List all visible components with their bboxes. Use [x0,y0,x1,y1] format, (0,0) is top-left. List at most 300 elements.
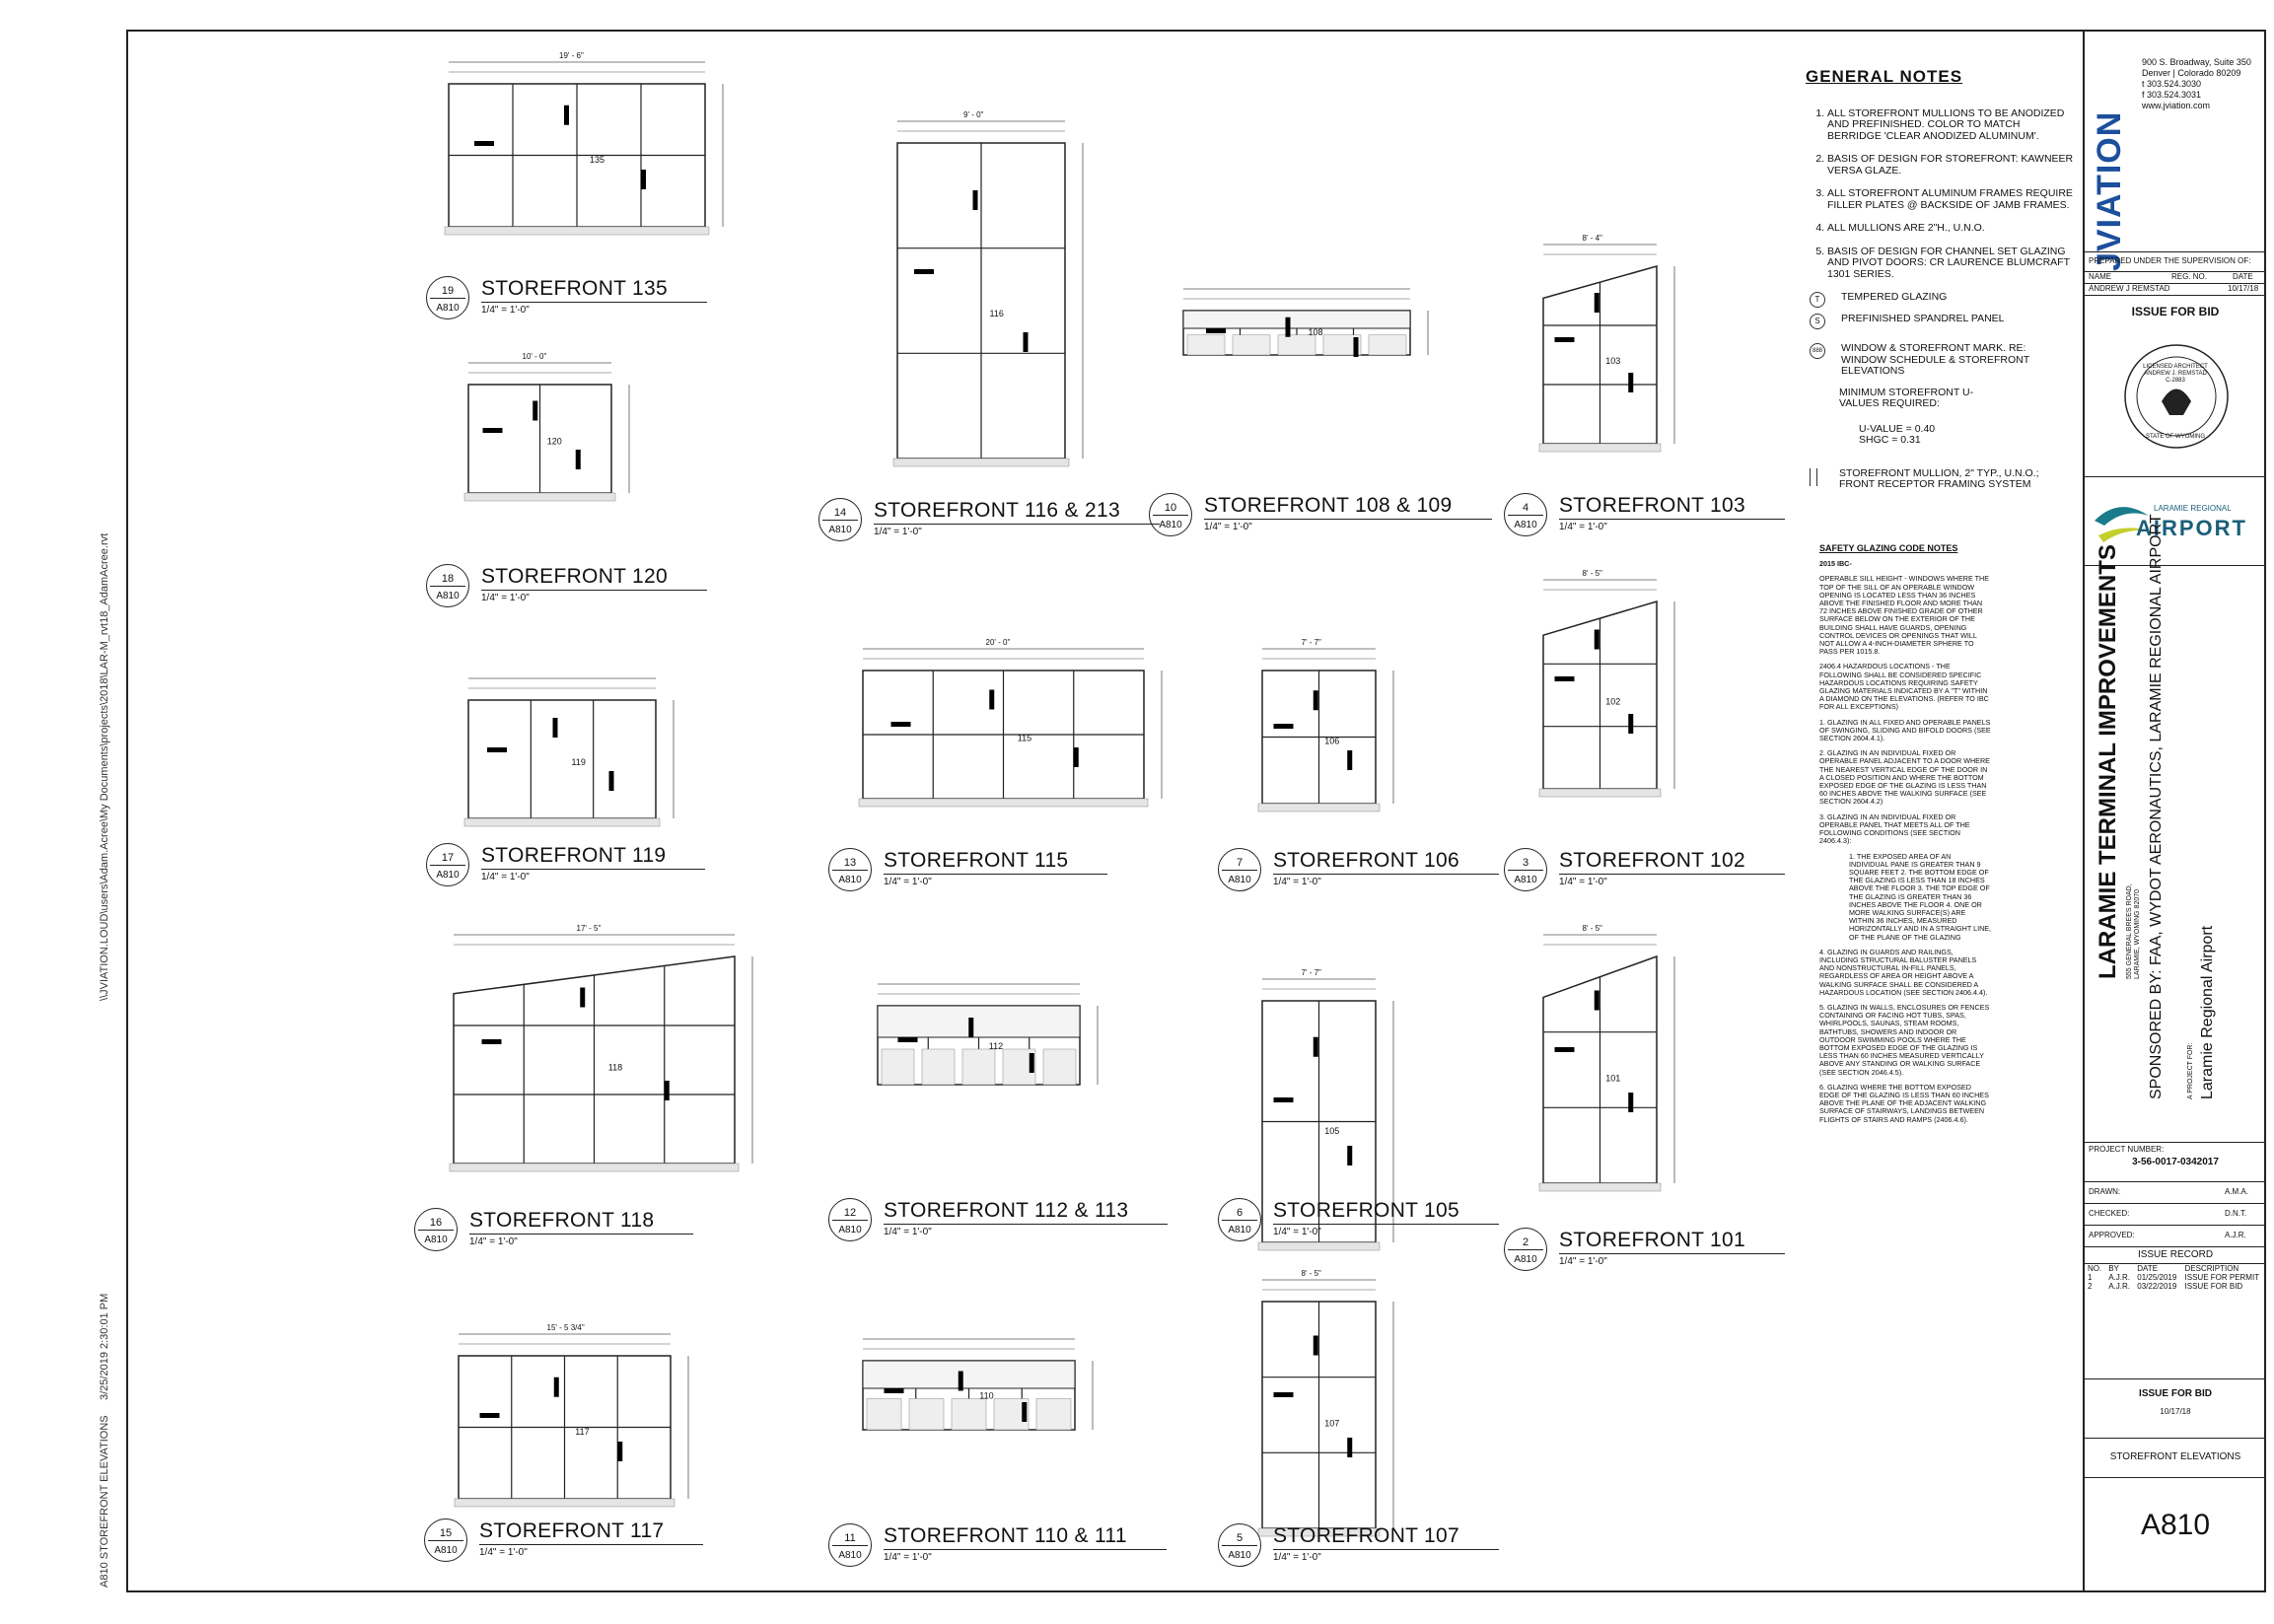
view-number: 14 [833,507,847,519]
glazing-marker [576,450,581,469]
issue-cell: A.J.R. [2108,1273,2130,1282]
glazing-marker [1555,1047,1575,1052]
window-tag: 115 [1017,733,1032,743]
project-number-row [2085,1142,2266,1182]
elevation-title-block [884,848,1107,887]
checked-value: D.N.T. [2225,1209,2247,1218]
sheet-ref: A810 [828,525,852,535]
sheet-ref: A810 [838,1550,862,1561]
safety-paragraph: 3. GLAZING IN AN INDIVIDUAL FIXED OR OPERABLE PANEL THAT MEETS ALL OF THE FOLLOWING CONDITIONS (SEE SECTION 2406.4.3): [1819,812,1970,846]
view-number-bubble [1504,1228,1547,1271]
overall-width-dimension: 19' - 6" [559,51,584,60]
glazing-marker [1022,1402,1027,1422]
glazing-marker [1595,991,1599,1011]
window-tag: 101 [1605,1073,1621,1084]
upper-panel [863,1361,1075,1388]
view-number-bubble [1218,1523,1261,1567]
elevation-label [414,1208,693,1251]
issue-header: DATE [2137,1264,2159,1273]
upper-panel [878,1006,1080,1037]
elevation-drawing [449,51,764,266]
glazing-marker [609,771,614,791]
shgc: SHGC = 0.31 [1859,434,1921,446]
elevation-scale: 1/4" = 1'-0" [884,1227,932,1237]
sheet-ref: A810 [436,591,460,601]
floor-line [464,493,615,501]
elevation-title: STOREFRONT 135 [481,276,707,303]
glazing-marker [1628,373,1633,392]
issue-for-bid-label: ISSUE FOR BID [2131,305,2220,318]
glazing-marker [968,1018,973,1037]
glazing-marker [554,1377,559,1397]
elevation-scale: 1/4" = 1'-0" [481,593,530,603]
view-number: 5 [1236,1532,1244,1544]
sheet-title: STOREFRONT ELEVATIONS [2109,1451,2241,1462]
elevation-drawing [468,700,715,858]
sheet-ref: A810 [838,1225,862,1236]
uvalue: U-VALUE = 0.40 [1859,422,1936,435]
general-notes [1800,67,2076,497]
elevation-title-block [481,843,705,883]
elevation-scale: 1/4" = 1'-0" [481,305,530,316]
view-number: 16 [429,1217,443,1229]
glazing-marker [1314,1037,1318,1057]
airport-name-big: AIRPORT [2136,516,2247,540]
stone-pattern [1278,335,1315,355]
project-address: 555 GENERAL BREES ROAD, LARAMIE, WYOMING 82070 [2126,883,2141,979]
view-number: 2 [1522,1236,1529,1248]
prepared-under-label: PREPARED UNDER THE SUPERVISION OF: [2089,256,2251,265]
project-for: Laramie Regional Airport [2199,925,2216,1099]
elevation-drawing [863,638,1203,838]
window-tag: 106 [1324,736,1340,746]
glazing-marker [580,988,585,1008]
glazing-marker [1024,332,1029,352]
elevation-scale: 1/4" = 1'-0" [884,1552,932,1563]
view-number: 17 [441,852,455,864]
glazing-marker [1595,630,1599,650]
elevation-title-block [469,1208,693,1247]
architect-date: 10/17/18 [2228,284,2259,293]
glazing-marker [1274,724,1294,729]
glazing-marker [617,1442,622,1461]
approved-row [2085,1225,2266,1247]
stone-pattern [922,1049,955,1085]
elevation-title-block [1559,493,1785,532]
uvalue-heading: MINIMUM STOREFRONT U-VALUES REQUIRED: [1839,386,1974,409]
elevation-title-block [1204,493,1492,532]
glazing-marker [641,170,646,189]
safety-paragraph: 2. GLAZING IN AN INDIVIDUAL FIXED OR OPERABLE PANEL ADJACENT TO A DOOR WHERE THE NEAREST VERTICAL EDGE OF THE DOOR IN A CLOSED POSITION AND WHERE THE BOTTOM EXPOSED EDGE OF THE GLAZING IS LESS THAN 60 INCHES ABOVE THE WALKING SURFACE (SEE SECTION 2604.4.2) [1819,748,1990,807]
sheet-ref: A810 [1228,1550,1251,1561]
elevation-title: STOREFRONT 101 [1559,1228,1785,1254]
file-path-text: \\JVIATION.LOUD\users\Adam.Acree\My Documents\projects\2018\LAR-M_rvt18_AdamAcree.rvt [99,532,110,1001]
safety-paragraph: 1. THE EXPOSED AREA OF AN INDIVIDUAL PANE IS GREATER THAN 9 SQUARE FEET 2. THE BOTTOM EDGE OF THE GLAZING IS LESS THAN 18 INCHES ABOVE THE FLOOR 3. THE TOP EDGE OF THE GLAZING IS GREATER THAN 36 INCHES ABOVE THE FLOOR 4. ONE OR MORE WALKING SURFACE(S) ARE WITHIN 36 INCHES, MEASURED HORIZONTALLY AND IN A STRAIGHT LINE, OF THE PLANE OF THE GLAZING [1849,851,1992,942]
stone-pattern [962,1049,995,1085]
elevation-label [818,498,1160,541]
checked-row [2085,1203,2266,1226]
glazing-marker [480,1413,500,1418]
safety-paragraph: 6. GLAZING WHERE THE BOTTOM EXPOSED EDGE OF THE GLAZING IS LESS THAN 60 INCHES ABOVE THE PLANE OF THE ADJACENT WALKING SURFACE OF STAIRWAYS, LANDINGS BETWEEN FLIGHTS OF STAIRS AND RAMPS (2406.4.6). [1819,1082,1989,1124]
issue-cell: A.J.R. [2108,1282,2130,1291]
window-tag: 105 [1324,1125,1340,1136]
overall-width-dimension: 8' - 5" [1582,569,1602,578]
elevation-title-block [884,1523,1167,1563]
safety-paragraph: 5. GLAZING IN WALLS, ENCLOSURES OR FENCES CONTAINING OR FACING HOT TUBS, SPAS, WHIRLPOOLS, SAUNAS, STEAM ROOMS, BATHTUBS, SHOWERS AND INDOOR OR OUTDOOR SWIMMING POOLS WHERE THE BOTTOM EXPOSED EDGE OF THE GLAZING IS LESS THAN 60 INCHES MEASURED VERTICALLY ABOVE ANY STANDING OR WALKING SURFACE (SEE SECTION 2046.4.5). [1819,1002,1990,1077]
overall-width-dimension: 8' - 4" [1582,234,1602,243]
elevation-drawing [897,110,1124,498]
stone-pattern [882,1049,914,1085]
safety-glazing-notes [1819,544,1992,1131]
issue-cell: ISSUE FOR PERMIT [2184,1273,2260,1282]
safety-paragraph: 2406.4 HAZARDOUS LOCATIONS - THE FOLLOWING SHALL BE CONSIDERED SPECIFIC HAZARDOUS LOCATIONS REQUIRING SAFETY GLAZING MATERIALS INDICATED BY A "T" WITHIN A DIAMOND ON THE ELEVATIONS. (REFER TO IBC FOR ALL EXCEPTIONS) [1819,662,1989,712]
overall-width-dimension: 10' - 0" [522,352,547,361]
elevation-scale: 1/4" = 1'-0" [481,872,530,883]
floor-line [450,1164,739,1171]
elevation-label [426,843,705,886]
issue-header-row [2085,1264,2266,1273]
project-number: 3-56-0017-0342017 [2132,1157,2219,1167]
overall-width-dimension: 7' - 7" [1301,968,1321,977]
general-note-item: 4. ALL MULLIONS ARE 2"H., U.N.O. [1827,223,2076,235]
elevation-title: STOREFRONT 112 & 113 [884,1198,1168,1225]
elevation-label [828,1198,1168,1241]
project-number-label: PROJECT NUMBER: [2089,1145,2165,1154]
stone-pattern [952,1399,986,1431]
glazing-marker [482,1039,502,1044]
plot-date-text: 3/25/2019 2:30:01 PM [99,1293,110,1400]
tempered-symbol-icon: T [1810,292,1825,308]
sheet-ref: A810 [436,870,460,881]
glazing-marker [1206,328,1226,333]
elevation-drawing [863,1361,1134,1469]
elevation-title: STOREFRONT 120 [481,564,707,591]
issue-cell: 03/22/2019 [2137,1282,2177,1291]
elevation-title: STOREFRONT 105 [1273,1198,1499,1225]
window-tag: 112 [988,1041,1004,1051]
window-tag: 118 [607,1062,623,1073]
issue-row [2085,1273,2266,1282]
safety-paragraph: OPERABLE SILL HEIGHT - WINDOWS WHERE THE TOP OF THE SILL OF AN OPERABLE WINDOW OPENING IS LOCATED LESS THAN 36 INCHES ABOVE THE FINISHED FLOOR AND MORE THAN 72 INCHES ABOVE FINISHED GRADE OF OTHER SURFACE BELOW ON THE EXTERIOR OF THE BUILDING SHALL HAVE GUARDS, OPENING CONTROL DEVICES OR OPENINGS THAT WILL NOT ALLOW A 4-INCH-DIAMETER SPHERE TO PASS PER 1015.8. [1819,574,1989,657]
drawn-label: DRAWN: [2089,1187,2121,1196]
view-number-bubble [818,498,862,541]
legend-item [1810,292,2076,308]
elevation-drawing [1543,924,1716,1223]
seal-text: ANDREW J. REMSTAD [2144,371,2207,377]
legend-text: WINDOW & STOREFRONT MARK. RE: WINDOW SCHEDULE & STOREFRONT ELEVATIONS [1841,342,2029,377]
elevation-title: STOREFRONT 117 [479,1518,703,1545]
safety-code: 2015 IBC- [1819,559,1852,569]
elevation-drawing [1262,638,1435,843]
issue-cell: 1 [2088,1273,2093,1282]
view-number: 7 [1236,857,1244,869]
glazing-marker [1628,1093,1633,1112]
floor-line [455,1499,675,1507]
sheet-ref: A810 [1514,520,1537,530]
issue-header: BY [2108,1264,2119,1273]
airport-name-small: LARAMIE REGIONAL [2154,504,2232,513]
general-notes-heading: GENERAL NOTES [1806,67,1963,86]
elevation-drawing [454,924,794,1203]
elevation-drawing [468,352,671,532]
elevation-scale: 1/4" = 1'-0" [874,527,922,537]
glazing-marker [483,428,503,433]
stone-pattern [909,1399,944,1431]
view-number: 6 [1236,1207,1244,1219]
issue-header: NO. [2088,1264,2102,1273]
elevation-label [1504,493,1785,536]
reg-header: REG. NO. [2171,272,2208,281]
view-number: 3 [1522,857,1529,869]
window-tag: 119 [571,757,586,767]
view-number-bubble [1504,493,1547,536]
prepared-under-row [2085,251,2266,272]
glazing-marker [1314,690,1318,710]
view-number: 11 [844,1532,856,1544]
view-number: 15 [439,1527,453,1539]
drawn-value: A.M.A. [2225,1187,2249,1196]
elevation-scale: 1/4" = 1'-0" [884,877,932,887]
legend-text: STOREFRONT MULLION, 2" TYP., U.N.O.; FRONT RECEPTOR FRAMING SYSTEM [1839,466,2039,490]
issue-record-panel [2085,1246,2266,1379]
floor-line [1539,444,1661,452]
view-number-bubble [1504,848,1547,891]
elevation-title: STOREFRONT 106 [1273,848,1499,875]
mullion-symbol-icon [1810,468,1817,486]
project-title: LARAMIE TERMINAL IMPROVEMENTS [2095,544,2121,979]
floor-line [464,818,660,826]
elevation-scale: 1/4" = 1'-0" [1273,1227,1321,1237]
view-number-bubble [426,276,469,319]
drawn-row [2085,1181,2266,1204]
issue-cell: 01/25/2019 [2137,1273,2177,1282]
legend-text: PREFINISHED SPANDREL PANEL [1841,313,2005,324]
view-number: 4 [1522,502,1529,514]
storefront-frame [468,700,656,818]
elevation-drawing [1543,569,1716,828]
checked-label: CHECKED: [2089,1209,2130,1218]
glazing-marker [665,1081,670,1100]
elevation-label [828,1523,1167,1567]
elevation-title: STOREFRONT 102 [1559,848,1785,875]
elevation-scale: 1/4" = 1'-0" [479,1547,528,1558]
view-number-bubble [424,1518,467,1562]
floor-line [1258,1242,1380,1250]
issue-record-table [2085,1264,2266,1291]
approved-label: APPROVED: [2089,1231,2135,1239]
elevation-drawing [1543,234,1716,483]
stone-pattern [1036,1399,1071,1431]
firm-name: JVIATION [2091,110,2128,271]
overall-width-dimension: 17' - 5" [576,924,602,933]
stone-pattern [1043,1049,1076,1085]
sheet-ref: A810 [1514,875,1537,885]
window-tag: 116 [989,309,1004,318]
sheet-ref: A810 [1228,875,1251,885]
approved-value: A.J.R. [2225,1231,2246,1239]
glazing-marker [891,722,911,727]
elevation-label [1149,493,1492,536]
elevation-title-block [1273,848,1499,887]
elevation-label [1218,1523,1499,1567]
elevation-title: STOREFRONT 110 & 111 [884,1523,1167,1550]
floor-line [1258,804,1380,812]
upper-panel [1183,311,1410,328]
view-number-bubble [828,1523,872,1567]
elevation-label [1218,848,1499,891]
view-number: 18 [441,573,455,585]
stone-pattern [867,1399,901,1431]
elevation-title: STOREFRONT 118 [469,1208,693,1235]
window-tag: 117 [575,1426,590,1437]
elevation-title-block [874,498,1160,537]
elevation-label [426,564,707,607]
glazing-marker [959,1372,963,1391]
glazing-marker [1347,1146,1352,1165]
floor-line [859,799,1148,807]
elevation-scale: 1/4" = 1'-0" [1559,1256,1607,1267]
glazing-marker [564,106,569,125]
address-line: Denver | Colorado 80209 [2142,68,2241,78]
view-number: 12 [843,1207,857,1219]
legend-item [1810,314,2076,329]
issue-status: ISSUE FOR BID [2139,1388,2212,1399]
overall-width-dimension: 7' - 7" [1301,638,1321,647]
overall-width-dimension: 8' - 5" [1582,924,1602,933]
glazing-marker [487,747,507,752]
general-note-item: 5. BASIS OF DESIGN FOR CHANNEL SET GLAZING AND PIVOT DOORS: CR LAURENCE BLUMCRAFT 1301 SERIES. [1827,247,2076,281]
elevation-title-block [479,1518,703,1558]
elevation-title-block [884,1198,1168,1237]
glazing-marker [1274,1392,1294,1397]
address-line: t 303.524.3030 [2142,79,2202,89]
view-number: 13 [843,857,857,869]
seal-text: C-2883 [2166,378,2185,384]
elevation-label [1504,1228,1785,1271]
view-number-bubble [828,848,872,891]
overall-width-dimension: 15' - 5 3/4" [546,1323,585,1332]
window-mark-symbol-icon: 888 [1810,343,1825,359]
view-number-bubble [426,564,469,607]
window-tag: 102 [1605,696,1621,707]
sheet-ref: A810 [1514,1254,1537,1265]
glazing-marker [885,1388,904,1393]
elevation-title: STOREFRONT 115 [884,848,1107,875]
address-line: www.jviation.com [2142,101,2211,110]
view-number: 10 [1164,502,1177,514]
glazing-marker [1347,1438,1352,1457]
overall-width-dimension: 8' - 5" [1301,1269,1321,1278]
general-note-item: 2. BASIS OF DESIGN FOR STOREFRONT: KAWNEER VERSA GLAZE. [1827,154,2076,177]
sheet-ref: A810 [424,1235,448,1245]
elevation-scale: 1/4" = 1'-0" [1273,877,1321,887]
elevation-title-block [481,564,707,603]
sheet-ref: A810 [838,875,862,885]
sheet-ref: A810 [1159,520,1182,530]
date-header: DATE [2233,272,2253,281]
elevation-scale: 1/4" = 1'-0" [1204,522,1252,532]
elevation-scale: 1/4" = 1'-0" [1559,522,1607,532]
issue-status-panel [2085,1378,2266,1439]
stone-pattern [1233,335,1270,355]
general-notes-list [1800,108,2076,281]
issue-row [2085,1282,2266,1291]
stone-pattern [1369,335,1406,355]
glazing-marker [1274,1097,1294,1102]
view-number: 19 [441,285,455,297]
issue-record-heading: ISSUE RECORD [2085,1246,2266,1264]
elevation-scale: 1/4" = 1'-0" [469,1236,518,1247]
elevation-drawing [459,1323,730,1538]
glazing-marker [914,269,934,274]
sheet-number: A810 [2140,1509,2211,1541]
elevation-label [426,276,707,319]
spandrel-symbol-icon: S [1810,314,1825,329]
glazing-marker [1354,337,1359,357]
elevation-drawing [1183,311,1469,394]
project-for-label: A PROJECT FOR: [2187,1042,2194,1099]
elevation-drawing [878,1006,1139,1124]
elevation-title: STOREFRONT 116 & 213 [874,498,1160,525]
elevation-title-block [1559,1228,1785,1267]
jviation-logo [2091,39,2128,276]
general-note-item: 1. ALL STOREFRONT MULLIONS TO BE ANODIZED AND PREFINISHED. COLOR TO MATCH BERRIDGE 'CLEAR ANODIZED ALUMINUM'. [1827,108,2076,143]
elevation-title: STOREFRONT 107 [1273,1523,1499,1550]
glazing-marker [1628,714,1633,734]
glazing-marker [973,190,978,210]
glazing-marker [1555,676,1575,681]
issue-header: DESCRIPTION [2184,1264,2239,1273]
view-number-bubble [426,843,469,886]
sheet-caption-text: A810 STOREFRONT ELEVATIONS [99,1415,110,1588]
glazing-marker [1314,1336,1318,1356]
stone-pattern [1187,335,1225,355]
sheet-title-panel [2085,1438,2266,1478]
elevation-title-block [1273,1523,1499,1563]
glazing-marker [1555,337,1575,342]
glazing-marker [1286,318,1291,337]
elevation-label [1504,848,1785,891]
address-line: 900 S. Broadway, Suite 350 [2142,57,2251,67]
seal-text: LICENSED ARCHITECT [2143,364,2208,370]
architect-name: ANDREW J REMSTAD [2089,284,2170,293]
elevation-label [424,1518,703,1562]
window-tag: 103 [1605,356,1621,366]
glazing-marker [533,401,537,421]
elevation-title: STOREFRONT 119 [481,843,705,870]
view-number-bubble [1149,493,1192,536]
window-tag: 108 [1308,326,1323,337]
glazing-marker [1595,293,1599,313]
overall-width-dimension: 20' - 0" [985,638,1011,647]
general-note-item: 3. ALL STOREFRONT ALUMINUM FRAMES REQUIRE FILLER PLATES @ BACKSIDE OF JAMB FRAMES. [1827,188,2076,211]
elevation-scale: 1/4" = 1'-0" [1559,877,1607,887]
elevation-title: STOREFRONT 108 & 109 [1204,493,1492,520]
seal-panel [2085,295,2266,477]
view-number-bubble [1218,848,1261,891]
seal-text: STATE OF WYOMING [2145,434,2206,440]
elevation-scale: 1/4" = 1'-0" [1273,1552,1321,1563]
elevation-title-block [481,276,707,316]
overall-width-dimension: 9' - 0" [963,110,984,119]
window-tag: 110 [979,1390,994,1401]
floor-line [1539,789,1661,797]
glazing-marker [1074,747,1079,767]
project-panel [2085,514,2266,1143]
issue-status-date: 10/17/18 [2160,1407,2191,1416]
sheet-ref: A810 [1228,1225,1251,1236]
issue-cell: 2 [2088,1282,2093,1291]
